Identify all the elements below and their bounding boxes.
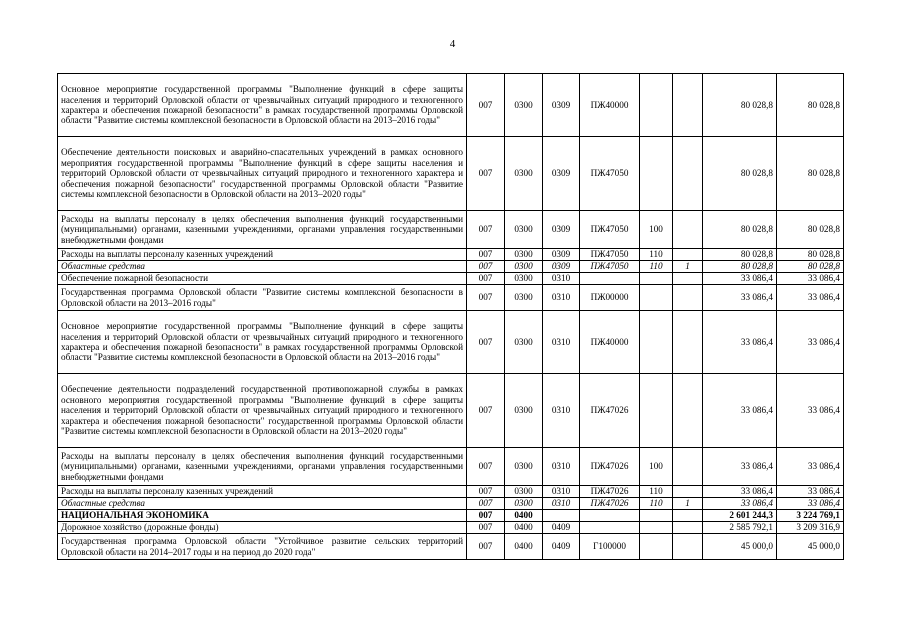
row-amount-1: 33 086,4	[703, 273, 777, 285]
row-funding-source	[673, 211, 703, 249]
row-description: Обеспечение пожарной безопасности	[58, 273, 467, 285]
row-section-code: 0300	[505, 211, 543, 249]
row-target-code	[580, 510, 640, 522]
table-row	[58, 261, 844, 273]
row-section-code: 0300	[505, 448, 543, 486]
row-target-code: Г100000	[580, 534, 640, 560]
row-description: Обеспечение деятельности поисковых и аварийно-спасательных учреждений в рамках основного мероприятия государственной программы "Выполнение функций в сфере защиты населения и территорий Орловской области от чрезвычайных ситуаций природного и техногенного характера и обеспечения пожарной безопасности" государственной программы Орловской области "Развитие системы комплексной безопасности в Орловской области на 2013–2020 годы"	[58, 137, 467, 211]
row-section-code: 0400	[505, 522, 543, 534]
row-subsection-code: 0310	[543, 311, 580, 374]
row-amount-1: 80 028,8	[703, 137, 777, 211]
row-department-code: 007	[467, 211, 505, 249]
row-section-code: 0300	[505, 311, 543, 374]
table-row	[58, 510, 844, 522]
row-department-code: 007	[467, 74, 505, 137]
row-section-code: 0300	[505, 249, 543, 261]
row-funding-source	[673, 249, 703, 261]
row-target-code: ПЖ47026	[580, 374, 640, 448]
table-row	[58, 249, 844, 261]
row-amount-1: 80 028,8	[703, 249, 777, 261]
row-section-code: 0300	[505, 486, 543, 498]
row-target-code: ПЖ47026	[580, 498, 640, 510]
row-amount-2: 80 028,8	[777, 137, 844, 211]
row-description: Расходы на выплаты персоналу в целях обеспечения выполнения функций государственными (муниципальными) органами, казенными учреждениями, органами управления государственными внебюджетными фондами	[58, 211, 467, 249]
row-subsection-code: 0409	[543, 522, 580, 534]
row-target-code	[580, 273, 640, 285]
row-amount-1: 33 086,4	[703, 374, 777, 448]
row-department-code: 007	[467, 498, 505, 510]
row-target-code: ПЖ47050	[580, 261, 640, 273]
row-amount-1: 33 086,4	[703, 498, 777, 510]
row-amount-2: 3 209 316,9	[777, 522, 844, 534]
row-amount-1: 45 000,0	[703, 534, 777, 560]
row-description: Основное мероприятие государственной программы "Выполнение функций в сфере защиты населения и территорий Орловской области от чрезвычайных ситуаций природного и техногенного характера и обеспечения пожарной безопасности" в рамках государственной программы Орловской области "Развитие системы комплексной безопасности в Орловской области на 2013–2016 годы"	[58, 311, 467, 374]
row-funding-source	[673, 273, 703, 285]
row-department-code: 007	[467, 522, 505, 534]
row-amount-1: 33 086,4	[703, 285, 777, 311]
row-section-code: 0300	[505, 374, 543, 448]
row-amount-1: 2 585 792,1	[703, 522, 777, 534]
row-funding-source	[673, 534, 703, 560]
row-amount-2: 3 224 769,1	[777, 510, 844, 522]
table-row	[58, 486, 844, 498]
row-subsection-code: 0310	[543, 448, 580, 486]
row-amount-2: 33 086,4	[777, 498, 844, 510]
row-amount-1: 80 028,8	[703, 211, 777, 249]
row-subsection-code: 0310	[543, 285, 580, 311]
row-description: Государственная программа Орловской области "Устойчивое развитие сельских территорий Орловской области на 2014–2017 годы и на период до 2020 года"	[58, 534, 467, 560]
row-description: Основное мероприятие государственной программы "Выполнение функций в сфере защиты населения и территорий Орловской области от чрезвычайных ситуаций природного и техногенного характера и обеспечения пожарной безопасности" в рамках государственной программы Орловской области "Развитие системы комплексной безопасности в Орловской области на 2013–2016 годы"	[58, 74, 467, 137]
row-expense-type: 110	[640, 486, 673, 498]
row-expense-type	[640, 522, 673, 534]
row-description: Дорожное хозяйство (дорожные фонды)	[58, 522, 467, 534]
row-target-code: ПЖ47050	[580, 211, 640, 249]
row-expense-type	[640, 285, 673, 311]
row-amount-2: 33 086,4	[777, 448, 844, 486]
table-row	[58, 211, 844, 249]
row-department-code: 007	[467, 285, 505, 311]
row-expense-type	[640, 137, 673, 211]
table-row	[58, 285, 844, 311]
budget-table	[57, 73, 844, 560]
row-section-code: 0300	[505, 273, 543, 285]
row-description: НАЦИОНАЛЬНАЯ ЭКОНОМИКА	[58, 510, 467, 522]
row-amount-1: 80 028,8	[703, 261, 777, 273]
row-section-code: 0300	[505, 261, 543, 273]
page-number: 4	[449, 38, 456, 50]
row-amount-2: 80 028,8	[777, 211, 844, 249]
row-subsection-code: 0309	[543, 249, 580, 261]
row-department-code: 007	[467, 249, 505, 261]
row-description: Областные средства	[58, 498, 467, 510]
row-target-code: ПЖ47026	[580, 486, 640, 498]
row-amount-2: 45 000,0	[777, 534, 844, 560]
row-department-code: 007	[467, 510, 505, 522]
row-amount-1: 33 086,4	[703, 448, 777, 486]
row-section-code: 0300	[505, 285, 543, 311]
row-target-code	[580, 522, 640, 534]
row-funding-source	[673, 74, 703, 137]
row-description: Расходы на выплаты персоналу в целях обеспечения выполнения функций государственными (муниципальными) органами, казенными учреждениями, органами управления государственными внебюджетными фондами	[58, 448, 467, 486]
row-expense-type: 110	[640, 261, 673, 273]
row-subsection-code: 0309	[543, 137, 580, 211]
row-target-code: ПЖ47050	[580, 137, 640, 211]
table-row	[58, 311, 844, 374]
row-department-code: 007	[467, 486, 505, 498]
row-description: Расходы на выплаты персоналу казенных учреждений	[58, 486, 467, 498]
row-expense-type	[640, 311, 673, 374]
row-amount-2: 33 086,4	[777, 273, 844, 285]
row-section-code: 0300	[505, 137, 543, 211]
row-subsection-code: 0309	[543, 211, 580, 249]
row-description: Государственная программа Орловской области "Развитие системы комплексной безопасности в Орловской области на 2013–2016 годы"	[58, 285, 467, 311]
row-department-code: 007	[467, 311, 505, 374]
row-description: Расходы на выплаты персоналу казенных учреждений	[58, 249, 467, 261]
row-funding-source	[673, 448, 703, 486]
row-subsection-code: 0310	[543, 374, 580, 448]
row-funding-source	[673, 522, 703, 534]
row-department-code: 007	[467, 448, 505, 486]
row-funding-source	[673, 137, 703, 211]
table-row	[58, 448, 844, 486]
row-amount-1: 80 028,8	[703, 74, 777, 137]
row-department-code: 007	[467, 273, 505, 285]
row-subsection-code	[543, 510, 580, 522]
row-expense-type: 110	[640, 498, 673, 510]
row-department-code: 007	[467, 534, 505, 560]
table-row	[58, 374, 844, 448]
row-section-code: 0300	[505, 74, 543, 137]
row-funding-source	[673, 486, 703, 498]
row-funding-source	[673, 510, 703, 522]
row-target-code: ПЖ40000	[580, 74, 640, 137]
row-target-code: ПЖ00000	[580, 285, 640, 311]
row-amount-2: 33 086,4	[777, 285, 844, 311]
table-row	[58, 498, 844, 510]
row-expense-type	[640, 510, 673, 522]
row-expense-type: 100	[640, 211, 673, 249]
row-expense-type	[640, 374, 673, 448]
row-target-code: ПЖ47050	[580, 249, 640, 261]
row-amount-1: 33 086,4	[703, 311, 777, 374]
row-amount-2: 80 028,8	[777, 249, 844, 261]
row-amount-2: 33 086,4	[777, 311, 844, 374]
row-section-code: 0300	[505, 498, 543, 510]
row-amount-2: 33 086,4	[777, 486, 844, 498]
table-row	[58, 534, 844, 560]
row-department-code: 007	[467, 374, 505, 448]
row-amount-2: 33 086,4	[777, 374, 844, 448]
row-amount-1: 2 601 244,3	[703, 510, 777, 522]
table-row	[58, 273, 844, 285]
row-amount-1: 33 086,4	[703, 486, 777, 498]
row-expense-type	[640, 74, 673, 137]
row-subsection-code: 0309	[543, 74, 580, 137]
row-subsection-code: 0409	[543, 534, 580, 560]
row-expense-type	[640, 534, 673, 560]
row-amount-2: 80 028,8	[777, 74, 844, 137]
row-description: Областные средства	[58, 261, 467, 273]
row-funding-source	[673, 311, 703, 374]
row-subsection-code: 0310	[543, 498, 580, 510]
row-section-code: 0400	[505, 510, 543, 522]
row-expense-type: 100	[640, 448, 673, 486]
row-subsection-code: 0309	[543, 261, 580, 273]
row-amount-2: 80 028,8	[777, 261, 844, 273]
row-section-code: 0400	[505, 534, 543, 560]
table-row	[58, 74, 844, 137]
row-description: Обеспечение деятельности подразделений государственной противопожарной службы в рамках основного мероприятия государственной программы "Выполнение функций в сфере защиты населения и территорий Орловской области от чрезвычайных ситуаций природного и техногенного характера и обеспечения пожарной безопасности" государственной программы Орловской области "Развитие системы комплексной безопасности в Орловской области на 2013–2020 годы"	[58, 374, 467, 448]
row-expense-type	[640, 273, 673, 285]
row-funding-source: 1	[673, 261, 703, 273]
row-target-code: ПЖ47026	[580, 448, 640, 486]
row-funding-source	[673, 374, 703, 448]
table-row	[58, 522, 844, 534]
row-funding-source	[673, 285, 703, 311]
row-subsection-code: 0310	[543, 273, 580, 285]
row-subsection-code: 0310	[543, 486, 580, 498]
row-department-code: 007	[467, 261, 505, 273]
table-row	[58, 137, 844, 211]
row-funding-source: 1	[673, 498, 703, 510]
row-expense-type: 110	[640, 249, 673, 261]
row-department-code: 007	[467, 137, 505, 211]
row-target-code: ПЖ40000	[580, 311, 640, 374]
